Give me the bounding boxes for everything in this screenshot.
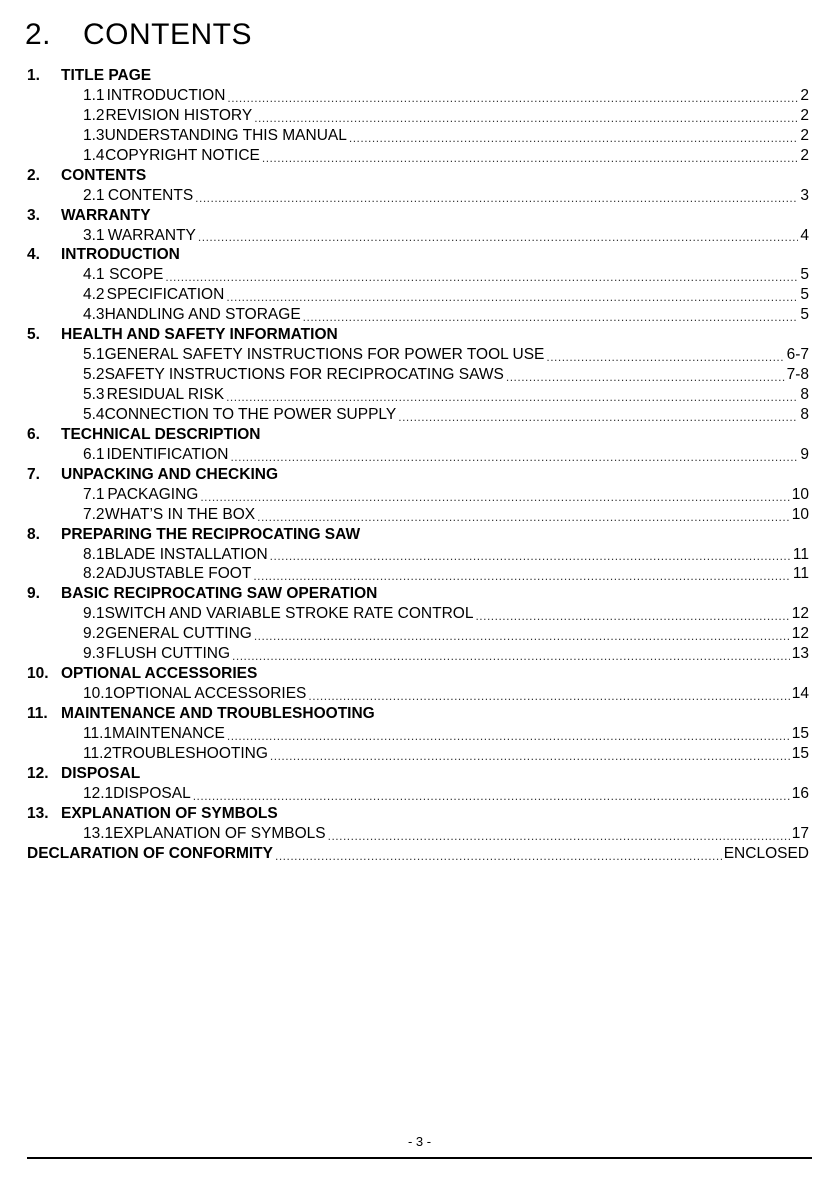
toc-page-number: 16: [791, 784, 809, 802]
toc-page-number: 6-7: [786, 346, 809, 364]
toc-entry-number: 4.1: [83, 266, 105, 284]
toc-section-row: [27, 206, 809, 226]
toc-entry-number: 2.: [27, 166, 40, 184]
toc-page-number: 8: [800, 386, 809, 403]
toc-subsection-row: [27, 186, 809, 206]
toc-entry-title: UNDERSTANDING THIS MANUAL: [104, 126, 347, 144]
toc-dot-leader: [270, 548, 791, 564]
toc-entry-title: PREPARING THE RECIPROCATING SAW: [61, 525, 361, 543]
toc-entry-number: 8.2: [83, 565, 105, 583]
toc-subsection-row: [27, 684, 809, 704]
toc-subsection-row: [27, 744, 809, 764]
toc-page-number: 11: [792, 565, 809, 583]
toc-page-number: 5: [800, 286, 809, 304]
toc-subsection-row: [27, 126, 809, 146]
table-of-contents: [27, 66, 809, 864]
toc-section-row: [27, 664, 809, 684]
footer-page-number: - 3 -: [407, 1134, 432, 1149]
toc-page-number: 2: [800, 106, 809, 124]
toc-entry-title: HANDLING AND STORAGE: [104, 306, 301, 324]
toc-dot-leader: [303, 309, 799, 325]
toc-page-number: 17: [791, 824, 809, 842]
toc-entry-number: 1.: [27, 67, 40, 84]
toc-page-number: 12: [791, 605, 809, 623]
toc-page-number: 9: [800, 445, 809, 463]
toc-dot-leader: [226, 289, 798, 305]
toc-entry-number: 6.: [27, 425, 40, 443]
toc-entry-number: 10.1: [83, 685, 114, 703]
toc-dot-leader: [232, 648, 790, 664]
toc-dot-leader: [253, 568, 791, 584]
toc-entry-number: 9.1: [83, 605, 105, 623]
toc-entry-title: MAINTENANCE: [112, 724, 225, 742]
toc-subsection-row: [27, 106, 809, 126]
toc-entry-title: COPYRIGHT NOTICE: [105, 146, 260, 164]
toc-page-number: ENCLOSED: [723, 844, 809, 862]
toc-entry-title: INTRODUCTION: [106, 86, 226, 104]
toc-entry-title: GENERAL CUTTING: [105, 625, 252, 643]
toc-dot-leader: [546, 349, 784, 365]
toc-entry-title: TITLE PAGE: [61, 67, 152, 84]
toc-dot-leader: [227, 728, 790, 744]
heading-title: CONTENTS: [83, 18, 252, 51]
toc-dot-leader: [349, 130, 799, 146]
page-title: [25, 18, 252, 52]
toc-section-row: [27, 704, 809, 724]
toc-entry-number: 5.4: [83, 405, 105, 423]
toc-subsection-row: [27, 824, 809, 844]
toc-subsection-row: [27, 226, 809, 246]
toc-entry-number: 6.1: [83, 445, 105, 463]
toc-entry-number: 1.1: [83, 86, 105, 104]
toc-entry-number: 1.4: [83, 146, 105, 164]
toc-entry-number: 5.2: [83, 366, 105, 384]
toc-section-row: [27, 465, 809, 485]
toc-dot-leader: [230, 449, 798, 465]
toc-section-row: [27, 584, 809, 604]
toc-dot-leader: [165, 269, 798, 285]
toc-page-number: 10: [791, 485, 809, 503]
toc-subsection-row: [27, 505, 809, 525]
toc-entry-number: 8.: [27, 525, 40, 543]
toc-entry-number: 13.1: [83, 824, 114, 842]
footer-rule: [27, 1157, 812, 1159]
toc-entry-title: CONTENTS: [61, 166, 147, 184]
toc-section-row: [27, 245, 809, 265]
toc-subsection-row: [27, 485, 809, 505]
toc-dot-leader: [195, 190, 798, 206]
toc-entry-number: 1.3: [83, 126, 105, 144]
toc-entry-number: 11.2: [83, 744, 113, 762]
toc-page-number: 8: [800, 405, 809, 423]
toc-entry-title: SPECIFICATION: [106, 286, 225, 304]
toc-dot-leader: [398, 409, 798, 425]
toc-subsection-row: [27, 724, 809, 744]
toc-page-number: 5: [800, 266, 809, 284]
toc-entry-number: 3.: [27, 206, 40, 224]
toc-entry-title: CONTENTS: [107, 186, 194, 204]
toc-subsection-row: [27, 604, 809, 624]
toc-entry-title: HEALTH AND SAFETY INFORMATION: [61, 326, 338, 344]
toc-page-number: 2: [800, 126, 809, 144]
toc-entry-title: DECLARATION OF CONFORMITY: [27, 844, 273, 862]
toc-entry-number: 2.1: [83, 186, 105, 204]
toc-subsection-row: [27, 385, 809, 405]
toc-entry-title: ADJUSTABLE FOOT: [105, 565, 252, 583]
toc-entry-title: IDENTIFICATION: [106, 445, 229, 463]
toc-entry-number: 12.1: [83, 784, 114, 802]
toc-entry-number: 1.2: [83, 106, 105, 124]
toc-section-row: [27, 166, 809, 186]
toc-subsection-row: [27, 644, 809, 664]
toc-entry-number: 7.2: [83, 505, 105, 523]
toc-dot-leader: [275, 848, 722, 864]
toc-dot-leader: [226, 389, 798, 405]
toc-subsection-row: [27, 784, 809, 804]
toc-entry-title: CONNECTION TO THE POWER SUPPLY: [104, 405, 397, 423]
toc-page-number: 12: [791, 625, 809, 643]
toc-page-number: 14: [791, 685, 809, 703]
toc-entry-number: 4.: [27, 246, 40, 264]
toc-subsection-row: [27, 545, 809, 565]
toc-entry-number: 11.: [27, 705, 48, 722]
toc-entry-title: BLADE INSTALLATION: [104, 545, 268, 563]
toc-dot-leader: [257, 509, 790, 525]
toc-entry-title: FLUSH CUTTING: [106, 645, 231, 663]
toc-entry-title: RESIDUAL RISK: [106, 386, 225, 403]
toc-subsection-row: [27, 345, 809, 365]
toc-subsection-row: [27, 365, 809, 385]
toc-entry-title: OPTIONAL ACCESSORIES: [113, 685, 307, 703]
toc-page-number: 15: [791, 744, 809, 762]
toc-entry-title: OPTIONAL ACCESSORIES: [61, 665, 258, 683]
toc-entry-title: INTRODUCTION: [61, 246, 180, 264]
toc-entry-number: 5.: [27, 326, 40, 344]
toc-dot-leader: [328, 828, 790, 844]
toc-dot-leader: [193, 788, 790, 804]
toc-section-row: [27, 325, 809, 345]
toc-subsection-row: [27, 146, 809, 166]
toc-page-number: 11: [792, 545, 809, 563]
toc-entry-title: WARRANTY: [61, 206, 151, 224]
toc-entry-title: TROUBLESHOOTING: [112, 744, 268, 762]
toc-entry-title: SCOPE: [109, 266, 164, 284]
heading-number: 2.: [25, 18, 52, 51]
toc-entry-title: BASIC RECIPROCATING SAW OPERATION: [61, 585, 378, 603]
toc-dot-leader: [254, 628, 790, 644]
toc-entry-number: 3.1: [83, 226, 105, 244]
toc-dot-leader: [227, 90, 798, 106]
toc-entry-title: WARRANTY: [107, 226, 196, 244]
toc-section-row: [27, 804, 809, 824]
toc-page-number: 2: [800, 86, 809, 104]
toc-entry-number: 7.1: [83, 485, 105, 503]
toc-page-number: 4: [800, 226, 809, 244]
toc-dot-leader: [308, 688, 789, 704]
toc-subsection-row: [27, 564, 809, 584]
toc-entry-number: 12.: [27, 764, 49, 782]
toc-subsection-row: [27, 405, 809, 425]
toc-entry-title: PACKAGING: [107, 485, 199, 503]
toc-entry-number: 8.1: [83, 545, 105, 563]
toc-entry-title: MAINTENANCE AND TROUBLESHOOTING: [61, 705, 375, 722]
toc-entry-title: WHAT’S IN THE BOX: [104, 505, 256, 523]
toc-entry-title: DISPOSAL: [113, 784, 191, 802]
toc-entry-number: 9.2: [83, 625, 105, 643]
toc-entry-number: 7.: [27, 465, 40, 483]
toc-subsection-row: [27, 265, 809, 285]
toc-section-row: [27, 66, 809, 86]
toc-page-number: 15: [791, 724, 809, 742]
toc-subsection-row: [27, 624, 809, 644]
toc-entry-number: 5.3: [83, 386, 105, 403]
toc-entry-title: UNPACKING AND CHECKING: [61, 465, 278, 483]
toc-entry-title: TECHNICAL DESCRIPTION: [61, 425, 261, 443]
toc-page-number: 3: [800, 186, 809, 204]
toc-entry-title: GENERAL SAFETY INSTRUCTIONS FOR POWER TOOL USE: [104, 346, 545, 364]
toc-dot-leader: [270, 748, 790, 764]
toc-section-row: [27, 525, 809, 545]
toc-declaration-row: [27, 844, 809, 864]
toc-entry-title: SAFETY INSTRUCTIONS FOR RECIPROCATING SAWS: [104, 366, 504, 384]
toc-dot-leader: [475, 608, 789, 624]
toc-dot-leader: [198, 229, 798, 245]
toc-entry-number: 13.: [27, 804, 49, 822]
toc-entry-title: REVISION HISTORY: [105, 106, 253, 124]
toc-subsection-row: [27, 285, 809, 305]
toc-entry-number: 4.2: [83, 286, 105, 304]
toc-page-number: 7-8: [786, 366, 809, 384]
toc-entry-number: 4.3: [83, 306, 105, 324]
toc-entry-number: 11.1: [83, 724, 113, 742]
toc-entry-number: 10.: [27, 665, 49, 683]
toc-entry-title: EXPLANATION OF SYMBOLS: [61, 804, 278, 822]
toc-section-row: [27, 425, 809, 445]
toc-entry-number: 5.1: [83, 346, 105, 364]
toc-subsection-row: [27, 305, 809, 325]
toc-page-number: 5: [800, 306, 809, 324]
toc-dot-leader: [200, 489, 789, 505]
toc-dot-leader: [254, 110, 798, 126]
toc-dot-leader: [506, 369, 785, 385]
toc-entry-title: SWITCH AND VARIABLE STROKE RATE CONTROL: [104, 605, 474, 623]
toc-page-number: 10: [791, 505, 809, 523]
toc-page-number: 2: [800, 146, 809, 164]
toc-entry-title: DISPOSAL: [61, 764, 141, 782]
toc-subsection-row: [27, 445, 809, 465]
toc-entry-title: EXPLANATION OF SYMBOLS: [113, 824, 326, 842]
toc-section-row: [27, 764, 809, 784]
toc-subsection-row: [27, 86, 809, 106]
toc-dot-leader: [262, 150, 799, 166]
toc-entry-number: 9.: [27, 585, 40, 603]
toc-page-number: 13: [791, 645, 809, 663]
toc-entry-number: 9.3: [83, 645, 105, 663]
